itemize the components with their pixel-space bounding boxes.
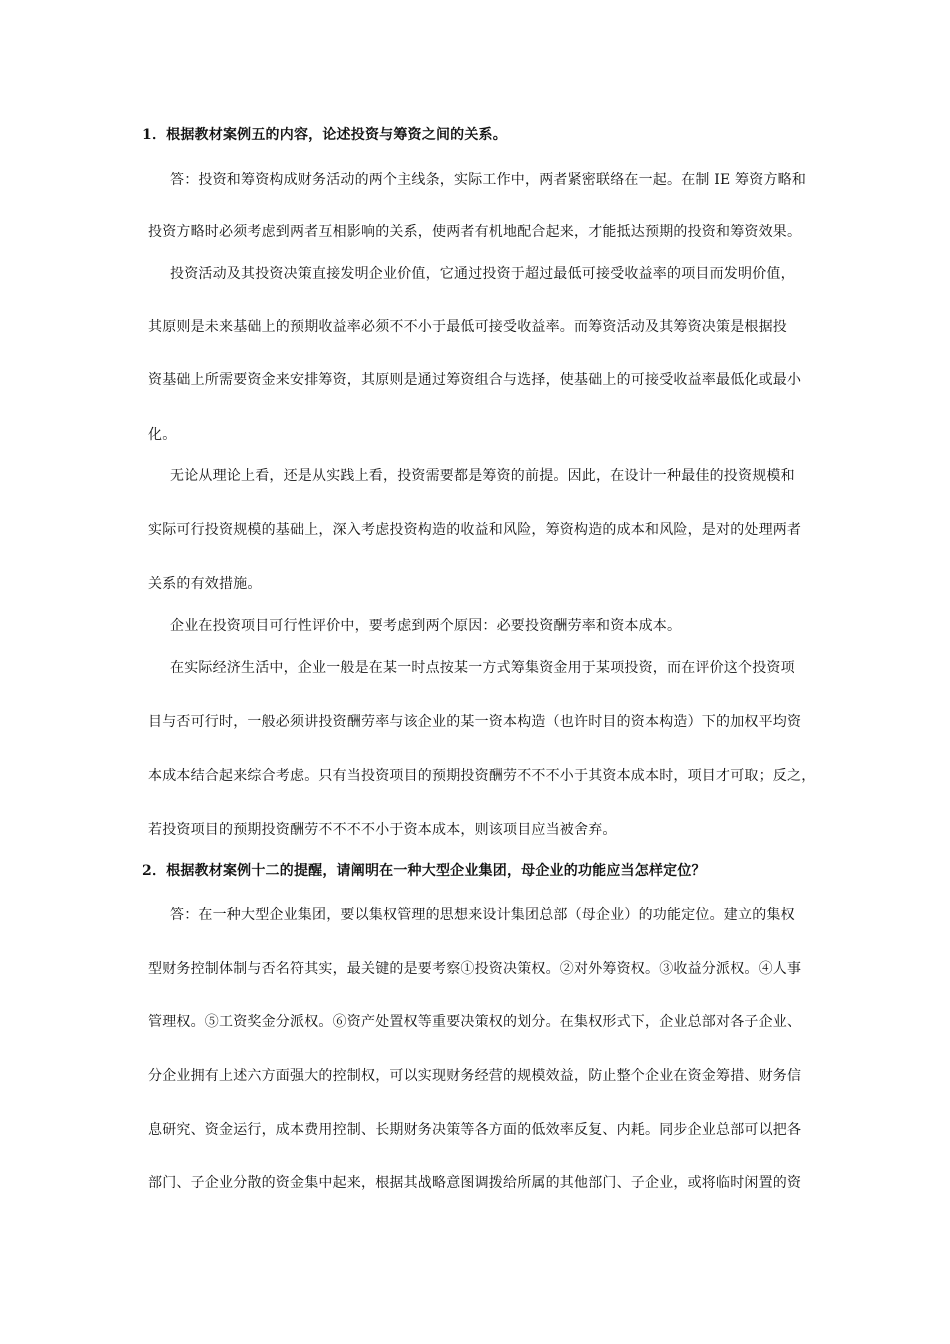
- q1-answer-line-10: 企业在投资项目可行性评价中，要考虑到两个原因：必要投资酬劳率和资本成本。: [170, 618, 682, 634]
- q1-answer-line-4: 其原则是未来基础上的预期收益率必须不不小于最低可接受收益率。而筹资活动及其筹资决策是根据投: [148, 319, 787, 335]
- question-1-heading: 1．根据教材案例五的内容，论述投资与筹资之间的关系。: [142, 127, 507, 143]
- q1-answer-line-14: 若投资项目的预期投资酬劳不不不不小于资本成本，则该项目应当被舍弃。: [148, 822, 617, 838]
- q1-answer-line-1: 答：投资和筹资构成财务活动的两个主线条，实际工作中，两者紧密联络在一起。在制 IE 筹资方略和: [170, 172, 807, 188]
- q1-answer-line-2: 投资方略时必须考虑到两者互相影响的关系，使两者有机地配合起来，才能抵达预期的投资和筹资效果。: [148, 224, 802, 240]
- q2-answer-line-6: 部门、子企业分散的资金集中起来，根据其战略意图调拨给所属的其他部门、子企业，或将临时闲置的资: [148, 1175, 802, 1191]
- q1-answer-line-9: 关系的有效措施。: [148, 576, 262, 592]
- q2-answer-line-4: 分企业拥有上述六方面强大的控制权，可以实现财务经营的规模效益，防止整个企业在资金筹措、财务信: [148, 1068, 802, 1084]
- q2-answer-line-5: 息研究、资金运行，成本费用控制、长期财务决策等各方面的低效率反复、内耗。同步企业总部可以把各: [148, 1122, 802, 1138]
- q1-answer-line-8: 实际可行投资规模的基础上，深入考虑投资构造的收益和风险，筹资构造的成本和风险，是对的处理两者: [148, 522, 802, 538]
- q2-answer-line-3: 管理权。⑤工资奖金分派权。⑥资产处置权等重要决策权的划分。在集权形式下，企业总部对各子企业、: [148, 1014, 802, 1030]
- q1-answer-line-5: 资基础上所需要资金来安排筹资，其原则是通过筹资组合与选择，使基础上的可接受收益率最低化或最小: [148, 372, 802, 388]
- question-2-heading: 2．根据教材案例十二的提醒，请阐明在一种大型企业集团，母企业的功能应当怎样定位？: [142, 863, 706, 879]
- q1-answer-line-13: 本成本结合起来综合考虑。只有当投资项目的预期投资酬劳不不不小于其资本成本时，项目才可取；反之，: [148, 768, 816, 784]
- q1-answer-line-7: 无论从理论上看，还是从实践上看，投资需要都是筹资的前提。因此，在设计一种最佳的投资规模和: [170, 468, 795, 484]
- q1-answer-line-3: 投资活动及其投资决策直接发明企业价值，它通过投资于超过最低可接受收益率的项目而发明价值，: [170, 266, 795, 282]
- q1-answer-line-11: 在实际经济生活中，企业一般是在某一时点按某一方式筹集资金用于某项投资，而在评价这个投资项: [170, 660, 795, 676]
- q1-answer-line-12: 目与否可行时，一般必须讲投资酬劳率与该企业的某一资本构造（也许时目的资本构造）下的加权平均资: [148, 714, 802, 730]
- q1-answer-line-6: 化。: [148, 427, 177, 443]
- q2-answer-line-1: 答：在一种大型企业集团，要以集权管理的思想来设计集团总部（母企业）的功能定位。建立的集权: [170, 907, 795, 923]
- q2-answer-line-2: 型财务控制体制与否名符其实，最关键的是要考察①投资决策权。②对外筹资权。③收益分派权。④人事: [148, 961, 802, 977]
